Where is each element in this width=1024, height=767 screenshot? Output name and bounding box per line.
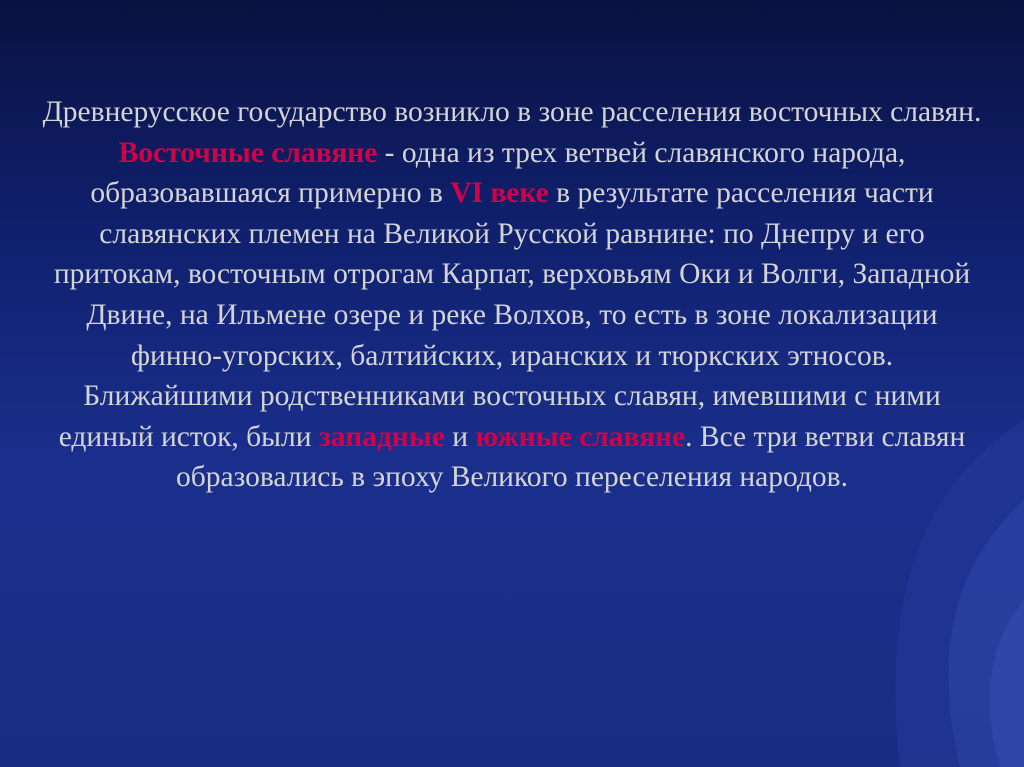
highlight-west-slavs: западные: [318, 420, 445, 453]
slide-text: [40, 92, 984, 498]
highlight-south-slavs: южные славяне: [475, 420, 686, 453]
intro-paragraph: Древнерусское государство возникло в зоне расселения восточных славян.: [42, 96, 982, 128]
east-slavs-text-1: - одна из трех ветвей славянского народа, образовавшаяся примерно в: [90, 136, 906, 210]
relatives-text-3: . Все три ветви славян образовались в эпоху Великого переселения народов.: [176, 420, 966, 494]
relatives-text-2: и: [444, 420, 476, 453]
east-slavs-paragraph: [40, 133, 984, 377]
highlight-east-slavs: Восточные славяне: [118, 136, 378, 169]
east-slavs-text-2: в результате расселения части славянских племен на Великой Русской равнине: по Днепру и его притокам, восточным отрогам Карпат, верховьям Оки и Волги, Западной Двине, на Ильмене озере и реке Волхов, то есть в зоне локализации финно-угорских, балтийских, иранских и тюркских этносов.: [53, 177, 971, 372]
relatives-paragraph: [40, 376, 984, 498]
highlight-century: VI веке: [450, 177, 549, 210]
relatives-text-1: Ближайшими родственниками восточных славян, имевшими с ними единый исток, были: [58, 380, 941, 453]
